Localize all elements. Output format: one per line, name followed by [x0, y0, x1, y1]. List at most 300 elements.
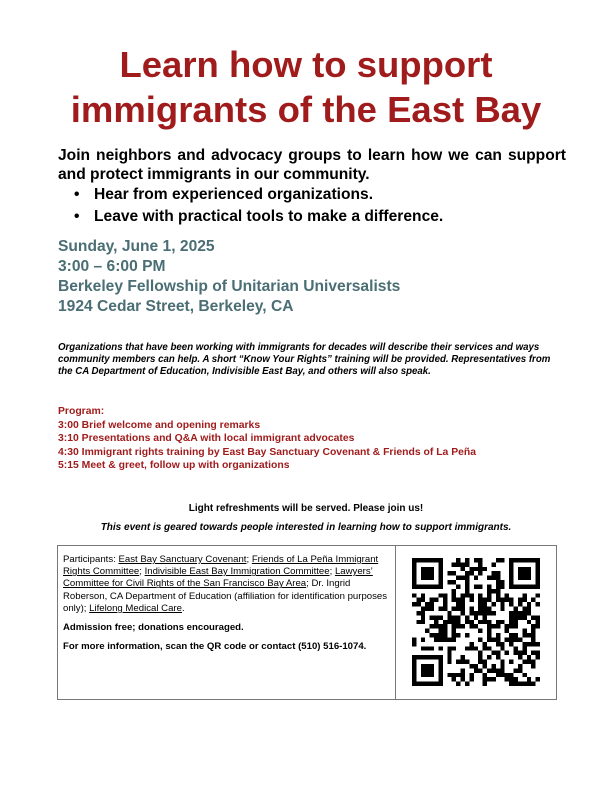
qr-module	[518, 655, 522, 659]
qr-module	[518, 602, 522, 606]
qr-module	[496, 589, 500, 593]
title-line-1: Learn how to support	[119, 44, 493, 85]
qr-module	[518, 637, 522, 641]
qr-module	[421, 615, 425, 619]
qr-module	[505, 624, 509, 628]
qr-module	[491, 611, 495, 615]
qr-module	[430, 602, 434, 606]
qr-module	[469, 593, 473, 597]
qr-module	[465, 571, 469, 575]
qr-module	[483, 615, 487, 619]
qr-module	[434, 620, 438, 624]
link-friends-of-la-pena[interactable]: Friends of La Peña Immigrant Rights Committee	[63, 554, 379, 578]
qr-module	[500, 580, 504, 584]
qr-module	[456, 598, 460, 602]
qr-module	[430, 598, 434, 602]
qr-module	[469, 598, 473, 602]
qr-module	[509, 673, 513, 677]
qr-module	[421, 620, 425, 624]
qr-module	[456, 607, 460, 611]
qr-module	[491, 602, 495, 606]
info-box-text	[58, 546, 396, 699]
qr-module	[469, 620, 473, 624]
qr-module	[447, 646, 451, 650]
qr-module	[531, 633, 535, 637]
qr-module	[518, 615, 522, 619]
qr-module	[443, 633, 447, 637]
qr-module	[500, 620, 504, 624]
qr-module	[487, 584, 491, 588]
qr-module	[452, 633, 456, 637]
qr-module	[487, 576, 491, 580]
qr-module	[416, 602, 420, 606]
qr-module	[491, 664, 495, 668]
qr-module	[430, 633, 434, 637]
qr-module	[478, 558, 482, 562]
qr-module	[500, 598, 504, 602]
qr-module	[522, 651, 526, 655]
qr-module	[443, 620, 447, 624]
qr-module	[478, 607, 482, 611]
qr-module	[487, 629, 491, 633]
qr-module	[536, 615, 540, 619]
qr-module	[452, 593, 456, 597]
separator: ;	[246, 554, 252, 565]
qr-module	[465, 620, 469, 624]
qr-module	[505, 673, 509, 677]
qr-module	[518, 598, 522, 602]
qr-module	[483, 607, 487, 611]
qr-module	[496, 558, 500, 562]
qr-module	[518, 668, 522, 672]
qr-module	[438, 633, 442, 637]
qr-module	[438, 607, 442, 611]
qr-module	[483, 620, 487, 624]
qr-module	[522, 629, 526, 633]
qr-module	[531, 651, 535, 655]
program-schedule	[58, 405, 578, 473]
qr-module	[478, 651, 482, 655]
qr-module	[509, 637, 513, 641]
qr-module	[500, 602, 504, 606]
qr-module	[505, 651, 509, 655]
qr-module	[443, 593, 447, 597]
link-east-bay-sanctuary-covenant[interactable]: East Bay Sanctuary Covenant	[118, 554, 247, 565]
qr-module	[465, 646, 469, 650]
qr-module	[452, 598, 456, 602]
qr-module	[456, 562, 460, 566]
qr-module	[518, 611, 522, 615]
qr-module	[536, 651, 540, 655]
qr-module	[483, 682, 487, 686]
qr-module	[478, 593, 482, 597]
event-venue: Berkeley Fellowship of Unitarian Universalists	[58, 278, 401, 295]
qr-module	[522, 611, 526, 615]
qr-module	[465, 562, 469, 566]
qr-module	[434, 637, 438, 641]
separator: ;	[139, 566, 145, 578]
qr-module	[483, 646, 487, 650]
qr-module	[474, 668, 478, 672]
qr-module	[456, 602, 460, 606]
qr-module	[478, 629, 482, 633]
qr-module	[461, 602, 465, 606]
qr-module	[536, 642, 540, 646]
qr-module	[452, 620, 456, 624]
link-lawyers-committee[interactable]: Lawyers’ Committee for Civil Rights of the San Francisco Bay Area	[63, 566, 373, 590]
qr-module	[527, 677, 531, 681]
qr-module	[465, 558, 469, 562]
qr-module	[443, 607, 447, 611]
qr-module	[452, 624, 456, 628]
qr-module	[487, 624, 491, 628]
qr-module	[505, 637, 509, 641]
qr-module	[496, 651, 500, 655]
qr-module	[505, 598, 509, 602]
qr-module	[487, 620, 491, 624]
qr-module	[491, 637, 495, 641]
qr-module	[531, 660, 535, 664]
qr-module	[500, 668, 504, 672]
qr-module	[509, 682, 513, 686]
qr-module	[425, 646, 429, 650]
qr-module	[483, 673, 487, 677]
qr-module	[514, 677, 518, 681]
qr-module	[478, 660, 482, 664]
qr-module	[461, 673, 465, 677]
qr-module	[496, 584, 500, 588]
qr-module	[412, 593, 416, 597]
qr-module	[496, 620, 500, 624]
qr-finder-pattern	[518, 567, 531, 580]
qr-module	[456, 584, 460, 588]
qr-module	[416, 598, 420, 602]
qr-module	[522, 673, 526, 677]
qr-module	[505, 593, 509, 597]
qr-module	[456, 660, 460, 664]
qr-module	[474, 611, 478, 615]
qr-module	[522, 593, 526, 597]
qr-module	[461, 655, 465, 659]
qr-module	[478, 598, 482, 602]
qr-module	[527, 633, 531, 637]
qr-module	[491, 624, 495, 628]
qr-module	[496, 655, 500, 659]
link-lifelong-medical-care[interactable]: Lifelong Medical Care	[89, 602, 182, 614]
participants-prefix: Participants:	[63, 554, 119, 565]
qr-module	[474, 558, 478, 562]
qr-code-icon[interactable]	[412, 558, 540, 686]
refreshments-note: Light refreshments will be served. Please join us!	[188, 503, 424, 514]
qr-module	[456, 673, 460, 677]
qr-module	[461, 562, 465, 566]
qr-module	[527, 660, 531, 664]
qr-module	[509, 620, 513, 624]
qr-module	[496, 576, 500, 580]
qr-module	[487, 677, 491, 681]
qr-module	[491, 668, 495, 672]
qr-module	[522, 642, 526, 646]
qr-module	[443, 624, 447, 628]
qr-module	[483, 602, 487, 606]
qr-module	[483, 677, 487, 681]
qr-module	[522, 660, 526, 664]
qr-module	[527, 655, 531, 659]
qr-module	[456, 615, 460, 619]
qr-module	[452, 629, 456, 633]
qr-module	[496, 642, 500, 646]
qr-module	[487, 607, 491, 611]
program-item: 3:10 Presentations and Q&A with local immigrant advocates	[58, 433, 355, 445]
qr-module	[487, 646, 491, 650]
qr-module	[421, 637, 425, 641]
qr-module	[487, 637, 491, 641]
qr-module	[469, 571, 473, 575]
qr-module	[509, 633, 513, 637]
qr-module	[527, 611, 531, 615]
qr-module	[514, 637, 518, 641]
flyer-title	[20, 42, 592, 132]
event-date: Sunday, June 1, 2025	[58, 238, 215, 255]
intro-text: Join neighbors and advocacy groups to learn how we can support and protect immigrants in our community.	[58, 147, 566, 183]
qr-module	[491, 589, 495, 593]
qr-module	[452, 673, 456, 677]
qr-module	[478, 584, 482, 588]
qr-module	[443, 602, 447, 606]
qr-module	[447, 651, 451, 655]
qr-module	[496, 668, 500, 672]
qr-module	[514, 615, 518, 619]
qr-module	[478, 668, 482, 672]
qr-module	[518, 682, 522, 686]
qr-module	[527, 607, 531, 611]
audience-note: This event is geared towards people interested in learning how to support immigrants.	[100, 522, 512, 533]
qr-module	[531, 629, 535, 633]
qr-module	[452, 589, 456, 593]
qr-module	[487, 668, 491, 672]
qr-module	[465, 589, 469, 593]
event-address: 1924 Cedar Street, Berkeley, CA	[58, 298, 294, 315]
qr-module	[474, 624, 478, 628]
qr-module	[474, 664, 478, 668]
qr-module	[527, 602, 531, 606]
qr-module	[421, 611, 425, 615]
qr-module	[500, 584, 504, 588]
qr-module	[491, 571, 495, 575]
qr-module	[443, 637, 447, 641]
qr-module	[425, 629, 429, 633]
program-heading: Program:	[58, 406, 105, 417]
qr-module	[500, 660, 504, 664]
benefits-list	[58, 184, 578, 228]
qr-module	[509, 611, 513, 615]
qr-module	[469, 664, 473, 668]
qr-module	[491, 651, 495, 655]
qr-module	[474, 576, 478, 580]
qr-module	[438, 624, 442, 628]
qr-module	[430, 607, 434, 611]
qr-module	[514, 611, 518, 615]
qr-module	[416, 611, 420, 615]
qr-module	[465, 633, 469, 637]
qr-finder-pattern	[421, 664, 434, 677]
qr-module	[509, 642, 513, 646]
qr-module	[531, 637, 535, 641]
qr-module	[496, 637, 500, 641]
qr-module	[469, 624, 473, 628]
qr-module	[496, 598, 500, 602]
qr-module	[438, 593, 442, 597]
qr-module	[514, 633, 518, 637]
qr-module	[421, 598, 425, 602]
program-item: 3:00 Brief welcome and opening remarks	[58, 419, 261, 431]
qr-module	[496, 580, 500, 584]
qr-module	[430, 646, 434, 650]
qr-module	[514, 646, 518, 650]
qr-module	[438, 615, 442, 619]
qr-module	[412, 642, 416, 646]
qr-module	[474, 615, 478, 619]
qr-module	[478, 620, 482, 624]
qr-module	[509, 660, 513, 664]
qr-module	[421, 646, 425, 650]
qr-module	[514, 651, 518, 655]
qr-module	[496, 624, 500, 628]
contact-text: For more information, scan the QR code or contact (510) 516-1074.	[63, 641, 367, 653]
qr-module	[469, 567, 473, 571]
qr-module	[469, 642, 473, 646]
qr-module	[412, 602, 416, 606]
qr-module	[487, 598, 491, 602]
qr-module	[478, 567, 482, 571]
qr-module	[478, 571, 482, 575]
qr-module	[505, 677, 509, 681]
qr-module	[461, 576, 465, 580]
qr-module	[514, 682, 518, 686]
benefit-item: • Hear from experienced organizations.	[58, 184, 578, 206]
admission-text: Admission free; donations encouraged.	[63, 622, 244, 634]
qr-module	[487, 655, 491, 659]
qr-module	[522, 615, 526, 619]
qr-module	[531, 615, 535, 619]
qr-module	[461, 598, 465, 602]
qr-module	[478, 655, 482, 659]
qr-module	[461, 607, 465, 611]
qr-module	[447, 655, 451, 659]
qr-module	[430, 624, 434, 628]
qr-module	[412, 637, 416, 641]
benefit-item: • Leave with practical tools to make a difference.	[58, 206, 578, 228]
qr-module	[447, 637, 451, 641]
qr-module	[447, 673, 451, 677]
qr-module	[522, 682, 526, 686]
qr-module	[483, 664, 487, 668]
qr-module	[531, 642, 535, 646]
qr-module	[465, 615, 469, 619]
qr-module	[500, 664, 504, 668]
qr-module	[461, 611, 465, 615]
qr-module	[434, 633, 438, 637]
qr-module	[483, 642, 487, 646]
program-item: 4:30 Immigrant rights training by East Bay Sanctuary Covenant & Friends of La Peña	[58, 446, 477, 458]
qr-module	[496, 673, 500, 677]
qr-module	[434, 598, 438, 602]
qr-module	[514, 668, 518, 672]
qr-module	[465, 580, 469, 584]
title-line-2: immigrants of the East Bay	[70, 89, 542, 130]
qr-module	[491, 677, 495, 681]
qr-module	[469, 677, 473, 681]
qr-module	[522, 646, 526, 650]
qr-module	[500, 673, 504, 677]
qr-module	[461, 660, 465, 664]
qr-module	[509, 598, 513, 602]
qr-module	[500, 558, 504, 562]
qr-module	[452, 607, 456, 611]
qr-module	[491, 576, 495, 580]
qr-module	[447, 620, 451, 624]
qr-module	[500, 646, 504, 650]
participants-middle: ; Dr. Ingrid Roberson, CA Department of Education (affiliation for identification purposes only);	[63, 578, 388, 614]
event-description: Organizations that have been working with immigrants for decades will describe their services and ways community members can help. A short “Know Your Rights” training will be provided. Representatives from the CA Department of Education, Indivisible East Bay, and others will also speak.	[58, 342, 551, 377]
qr-module	[456, 620, 460, 624]
qr-module	[469, 607, 473, 611]
qr-module	[509, 624, 513, 628]
qr-module	[474, 567, 478, 571]
qr-finder-pattern	[421, 567, 434, 580]
qr-module	[456, 633, 460, 637]
qr-module	[443, 629, 447, 633]
qr-module	[461, 567, 465, 571]
qr-module	[487, 593, 491, 597]
participants-paragraph	[63, 554, 390, 615]
qr-module	[425, 602, 429, 606]
qr-module	[469, 611, 473, 615]
qr-module	[465, 682, 469, 686]
qr-module	[536, 624, 540, 628]
qr-module	[483, 598, 487, 602]
qr-module	[421, 607, 425, 611]
qr-module	[452, 637, 456, 641]
qr-module	[496, 571, 500, 575]
qr-module	[461, 677, 465, 681]
qr-module	[438, 637, 442, 641]
qr-module	[478, 602, 482, 606]
qr-module	[447, 571, 451, 575]
qr-module	[514, 620, 518, 624]
qr-module	[483, 611, 487, 615]
qr-module	[509, 615, 513, 619]
qr-module	[461, 593, 465, 597]
qr-module	[465, 593, 469, 597]
qr-module	[474, 584, 478, 588]
program-item: 5:15 Meet & greet, follow up with organizations	[58, 460, 290, 472]
qr-module	[478, 611, 482, 615]
qr-module	[465, 584, 469, 588]
event-time: 3:00 – 6:00 PM	[58, 258, 166, 275]
link-indivisible-east-bay[interactable]: Indivisible East Bay Immigration Committee	[144, 566, 330, 578]
qr-module	[536, 602, 540, 606]
qr-module	[478, 562, 482, 566]
qr-module	[425, 607, 429, 611]
qr-module	[452, 562, 456, 566]
qr-module	[527, 682, 531, 686]
qr-module	[438, 646, 442, 650]
qr-module	[434, 624, 438, 628]
qr-module	[500, 642, 504, 646]
qr-module	[487, 611, 491, 615]
qr-module	[487, 589, 491, 593]
